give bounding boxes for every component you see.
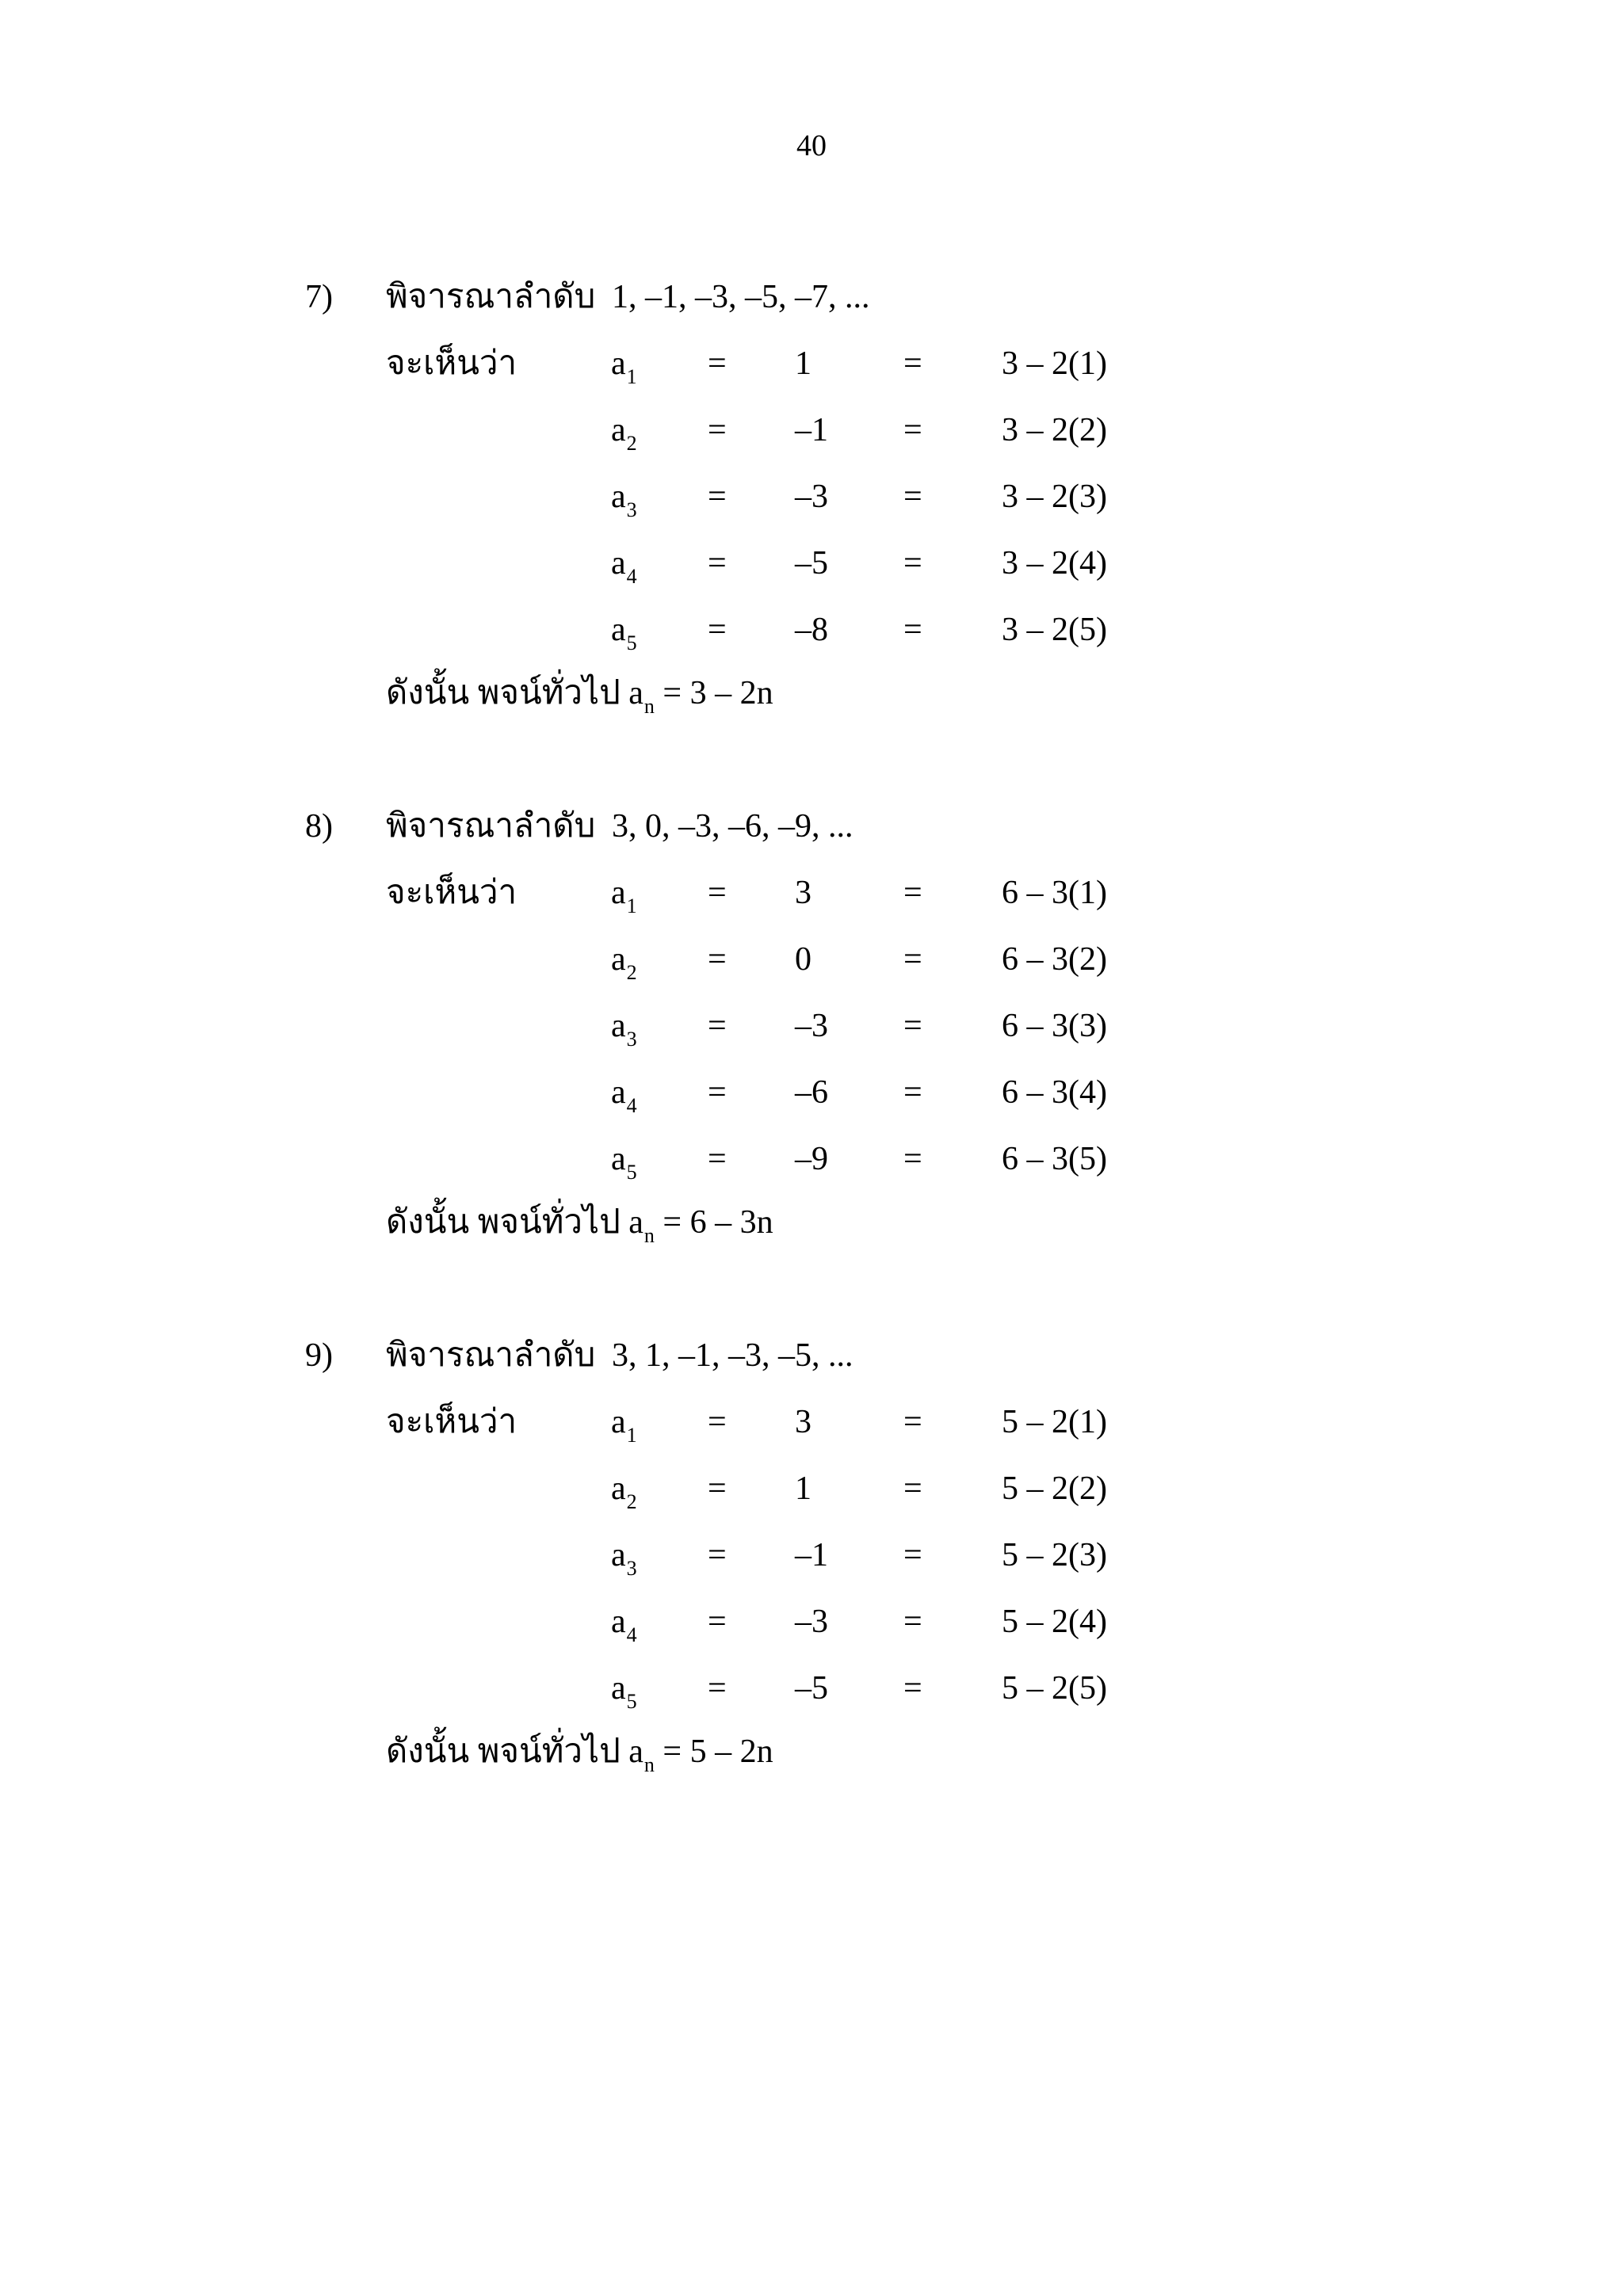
see-label: จะเห็นว่า <box>386 1404 517 1440</box>
equals-sign: = <box>708 1670 727 1707</box>
problem-9 <box>0 1332 1623 1839</box>
problem-intro: พิจารณาลำดับ <box>386 1337 596 1374</box>
general-term: ดังนั้น พจน์ทั่วไป $a_n = 5 - 2n$ <box>386 1733 773 1776</box>
term-expression: 6 – 3(2) <box>1002 941 1107 978</box>
term-value: –8 <box>795 612 828 648</box>
term-value: –3 <box>795 1008 828 1044</box>
term-expression: 6 – 3(1) <box>1002 875 1107 911</box>
equals-sign: = <box>708 875 727 911</box>
general-term: ดังนั้น พจน์ทั่วไป $a_n = 6 - 3n$ <box>386 1204 773 1247</box>
term-symbol: $a_2$ <box>611 1470 637 1513</box>
equals-sign: = <box>903 345 922 382</box>
term-expression: 5 – 2(3) <box>1002 1537 1107 1573</box>
term-expression: 3 – 2(2) <box>1002 412 1107 448</box>
equals-sign: = <box>903 612 922 648</box>
term-value: 3 <box>795 1404 812 1440</box>
equals-sign: = <box>903 1141 922 1177</box>
term-expression: 6 – 3(3) <box>1002 1008 1107 1044</box>
term-symbol: $a_1$ <box>611 1404 637 1447</box>
term-expression: 3 – 2(3) <box>1002 479 1107 515</box>
term-symbol: $a_5$ <box>611 612 637 654</box>
term-symbol: $a_4$ <box>611 1074 637 1117</box>
term-value: 3 <box>795 875 812 911</box>
term-symbol: $a_1$ <box>611 345 637 388</box>
term-symbol: $a_5$ <box>611 1670 637 1713</box>
equals-sign: = <box>708 612 727 648</box>
problem-intro: พิจารณาลำดับ <box>386 279 596 315</box>
term-symbol: $a_4$ <box>611 1604 637 1646</box>
term-expression: 6 – 3(4) <box>1002 1074 1107 1111</box>
term-expression: 6 – 3(5) <box>1002 1141 1107 1177</box>
equals-sign: = <box>708 545 727 582</box>
term-expression: 3 – 2(4) <box>1002 545 1107 582</box>
term-expression: 3 – 2(5) <box>1002 612 1107 648</box>
term-value: 1 <box>795 345 812 382</box>
problem-8 <box>0 803 1623 1310</box>
term-symbol: $a_3$ <box>611 1537 637 1580</box>
equals-sign: = <box>903 875 922 911</box>
sequence-terms: 3, 0, –3, –6, –9, ... <box>612 808 854 845</box>
sequence-terms: 1, –1, –3, –5, –7, ... <box>612 279 870 315</box>
equals-sign: = <box>903 1670 922 1707</box>
term-value: –3 <box>795 1604 828 1640</box>
equals-sign: = <box>903 941 922 978</box>
term-value: –5 <box>795 1670 828 1707</box>
equals-sign: = <box>708 1404 727 1440</box>
term-symbol: $a_4$ <box>611 545 637 588</box>
term-expression: 5 – 2(5) <box>1002 1670 1107 1707</box>
problem-number: 7) <box>305 279 333 315</box>
term-expression: 5 – 2(4) <box>1002 1604 1107 1640</box>
problem-7 <box>0 273 1623 780</box>
term-expression: 3 – 2(1) <box>1002 345 1107 382</box>
term-value: –1 <box>795 412 828 448</box>
term-value: –1 <box>795 1537 828 1573</box>
equals-sign: = <box>903 1074 922 1111</box>
equals-sign: = <box>903 1470 922 1507</box>
equals-sign: = <box>903 545 922 582</box>
equals-sign: = <box>708 345 727 382</box>
sequence-terms: 3, 1, –1, –3, –5, ... <box>612 1337 854 1374</box>
equals-sign: = <box>903 1008 922 1044</box>
problem-number: 8) <box>305 808 333 845</box>
term-symbol: $a_2$ <box>611 412 637 455</box>
term-symbol: $a_3$ <box>611 1008 637 1051</box>
general-term: ดังนั้น พจน์ทั่วไป $a_n = 3 - 2n$ <box>386 675 773 718</box>
term-symbol: $a_3$ <box>611 479 637 521</box>
see-label: จะเห็นว่า <box>386 875 517 911</box>
equals-sign: = <box>708 1537 727 1573</box>
equals-sign: = <box>903 1604 922 1640</box>
equals-sign: = <box>903 479 922 515</box>
term-expression: 5 – 2(2) <box>1002 1470 1107 1507</box>
equals-sign: = <box>708 1008 727 1044</box>
term-value: –3 <box>795 479 828 515</box>
term-value: 0 <box>795 941 812 978</box>
equals-sign: = <box>708 941 727 978</box>
term-value: –5 <box>795 545 828 582</box>
term-value: 1 <box>795 1470 812 1507</box>
term-expression: 5 – 2(1) <box>1002 1404 1107 1440</box>
see-label: จะเห็นว่า <box>386 345 517 382</box>
equals-sign: = <box>708 412 727 448</box>
equals-sign: = <box>708 1074 727 1111</box>
equals-sign: = <box>903 1404 922 1440</box>
term-symbol: $a_5$ <box>611 1141 637 1184</box>
page-number: 40 <box>796 129 827 162</box>
problem-intro: พิจารณาลำดับ <box>386 808 596 845</box>
equals-sign: = <box>903 1537 922 1573</box>
term-value: –6 <box>795 1074 828 1111</box>
equals-sign: = <box>903 412 922 448</box>
equals-sign: = <box>708 1141 727 1177</box>
term-symbol: $a_1$ <box>611 875 637 917</box>
term-value: –9 <box>795 1141 828 1177</box>
equals-sign: = <box>708 1470 727 1507</box>
term-symbol: $a_2$ <box>611 941 637 984</box>
equals-sign: = <box>708 479 727 515</box>
problem-number: 9) <box>305 1337 333 1374</box>
equals-sign: = <box>708 1604 727 1640</box>
